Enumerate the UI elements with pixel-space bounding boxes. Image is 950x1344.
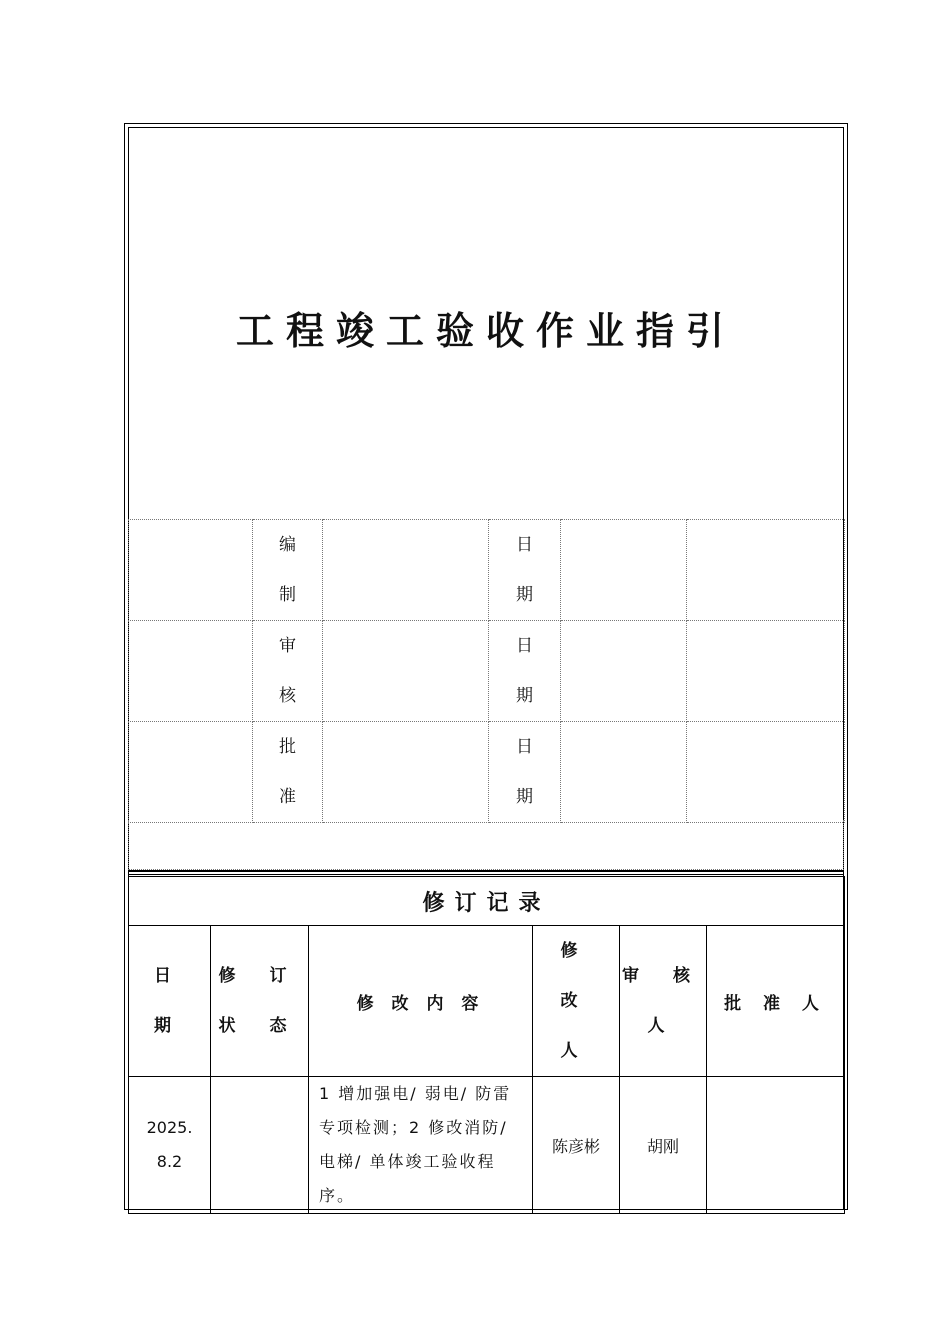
signature-cell[interactable] [323,520,489,621]
date-cell[interactable] [561,520,687,621]
header-status: 修 订 状 态 [211,926,309,1077]
sign-cell-blank [687,621,845,722]
date-label: 日 期 [489,621,561,722]
header-approver: 批 准 人 [707,926,845,1077]
header-date: 日 期 [129,926,211,1077]
sign-cell-blank [129,722,253,823]
date-cell[interactable] [561,722,687,823]
table-row [129,1077,845,1214]
sign-cell-blank [129,520,253,621]
header-reviewer: 审 核 人 [620,926,707,1077]
role-label: 编 制 [253,520,323,621]
row-approver [707,1077,845,1214]
sign-cell-blank [129,621,253,722]
date-cell[interactable] [561,621,687,722]
revision-record-table [128,876,845,1214]
revision-heading: 修订记录 [129,877,845,926]
row-reviewer: 胡刚 [620,1077,707,1214]
row-status [211,1077,309,1214]
sign-cell-blank [687,520,845,621]
role-label: 审 核 [253,621,323,722]
date-label: 日 期 [489,722,561,823]
signature-cell[interactable] [323,722,489,823]
date-label: 日 期 [489,520,561,621]
revision-header-row [129,926,845,1077]
row-content: 1 增加强电/ 弱电/ 防雷专项检测；2 修改消防/电梯/ 单体竣工验收程序。 [309,1077,533,1214]
row-modifier: 陈彦彬 [533,1077,620,1214]
row-date: 2025.8.2 [129,1077,211,1214]
sign-row-approve [129,722,845,823]
sign-off-table [128,519,845,823]
document-title: 工程竣工验收作业指引 [235,309,736,353]
header-modifier: 修 改 人 [533,926,620,1077]
double-rule-divider [128,870,844,875]
header-content: 修 改 内 容 [309,926,533,1077]
sign-cell-blank [687,722,845,823]
spacer-row [128,820,844,870]
signature-cell[interactable] [323,621,489,722]
role-label: 批 准 [253,722,323,823]
sign-row-compile [129,520,845,621]
sign-row-review [129,621,845,722]
